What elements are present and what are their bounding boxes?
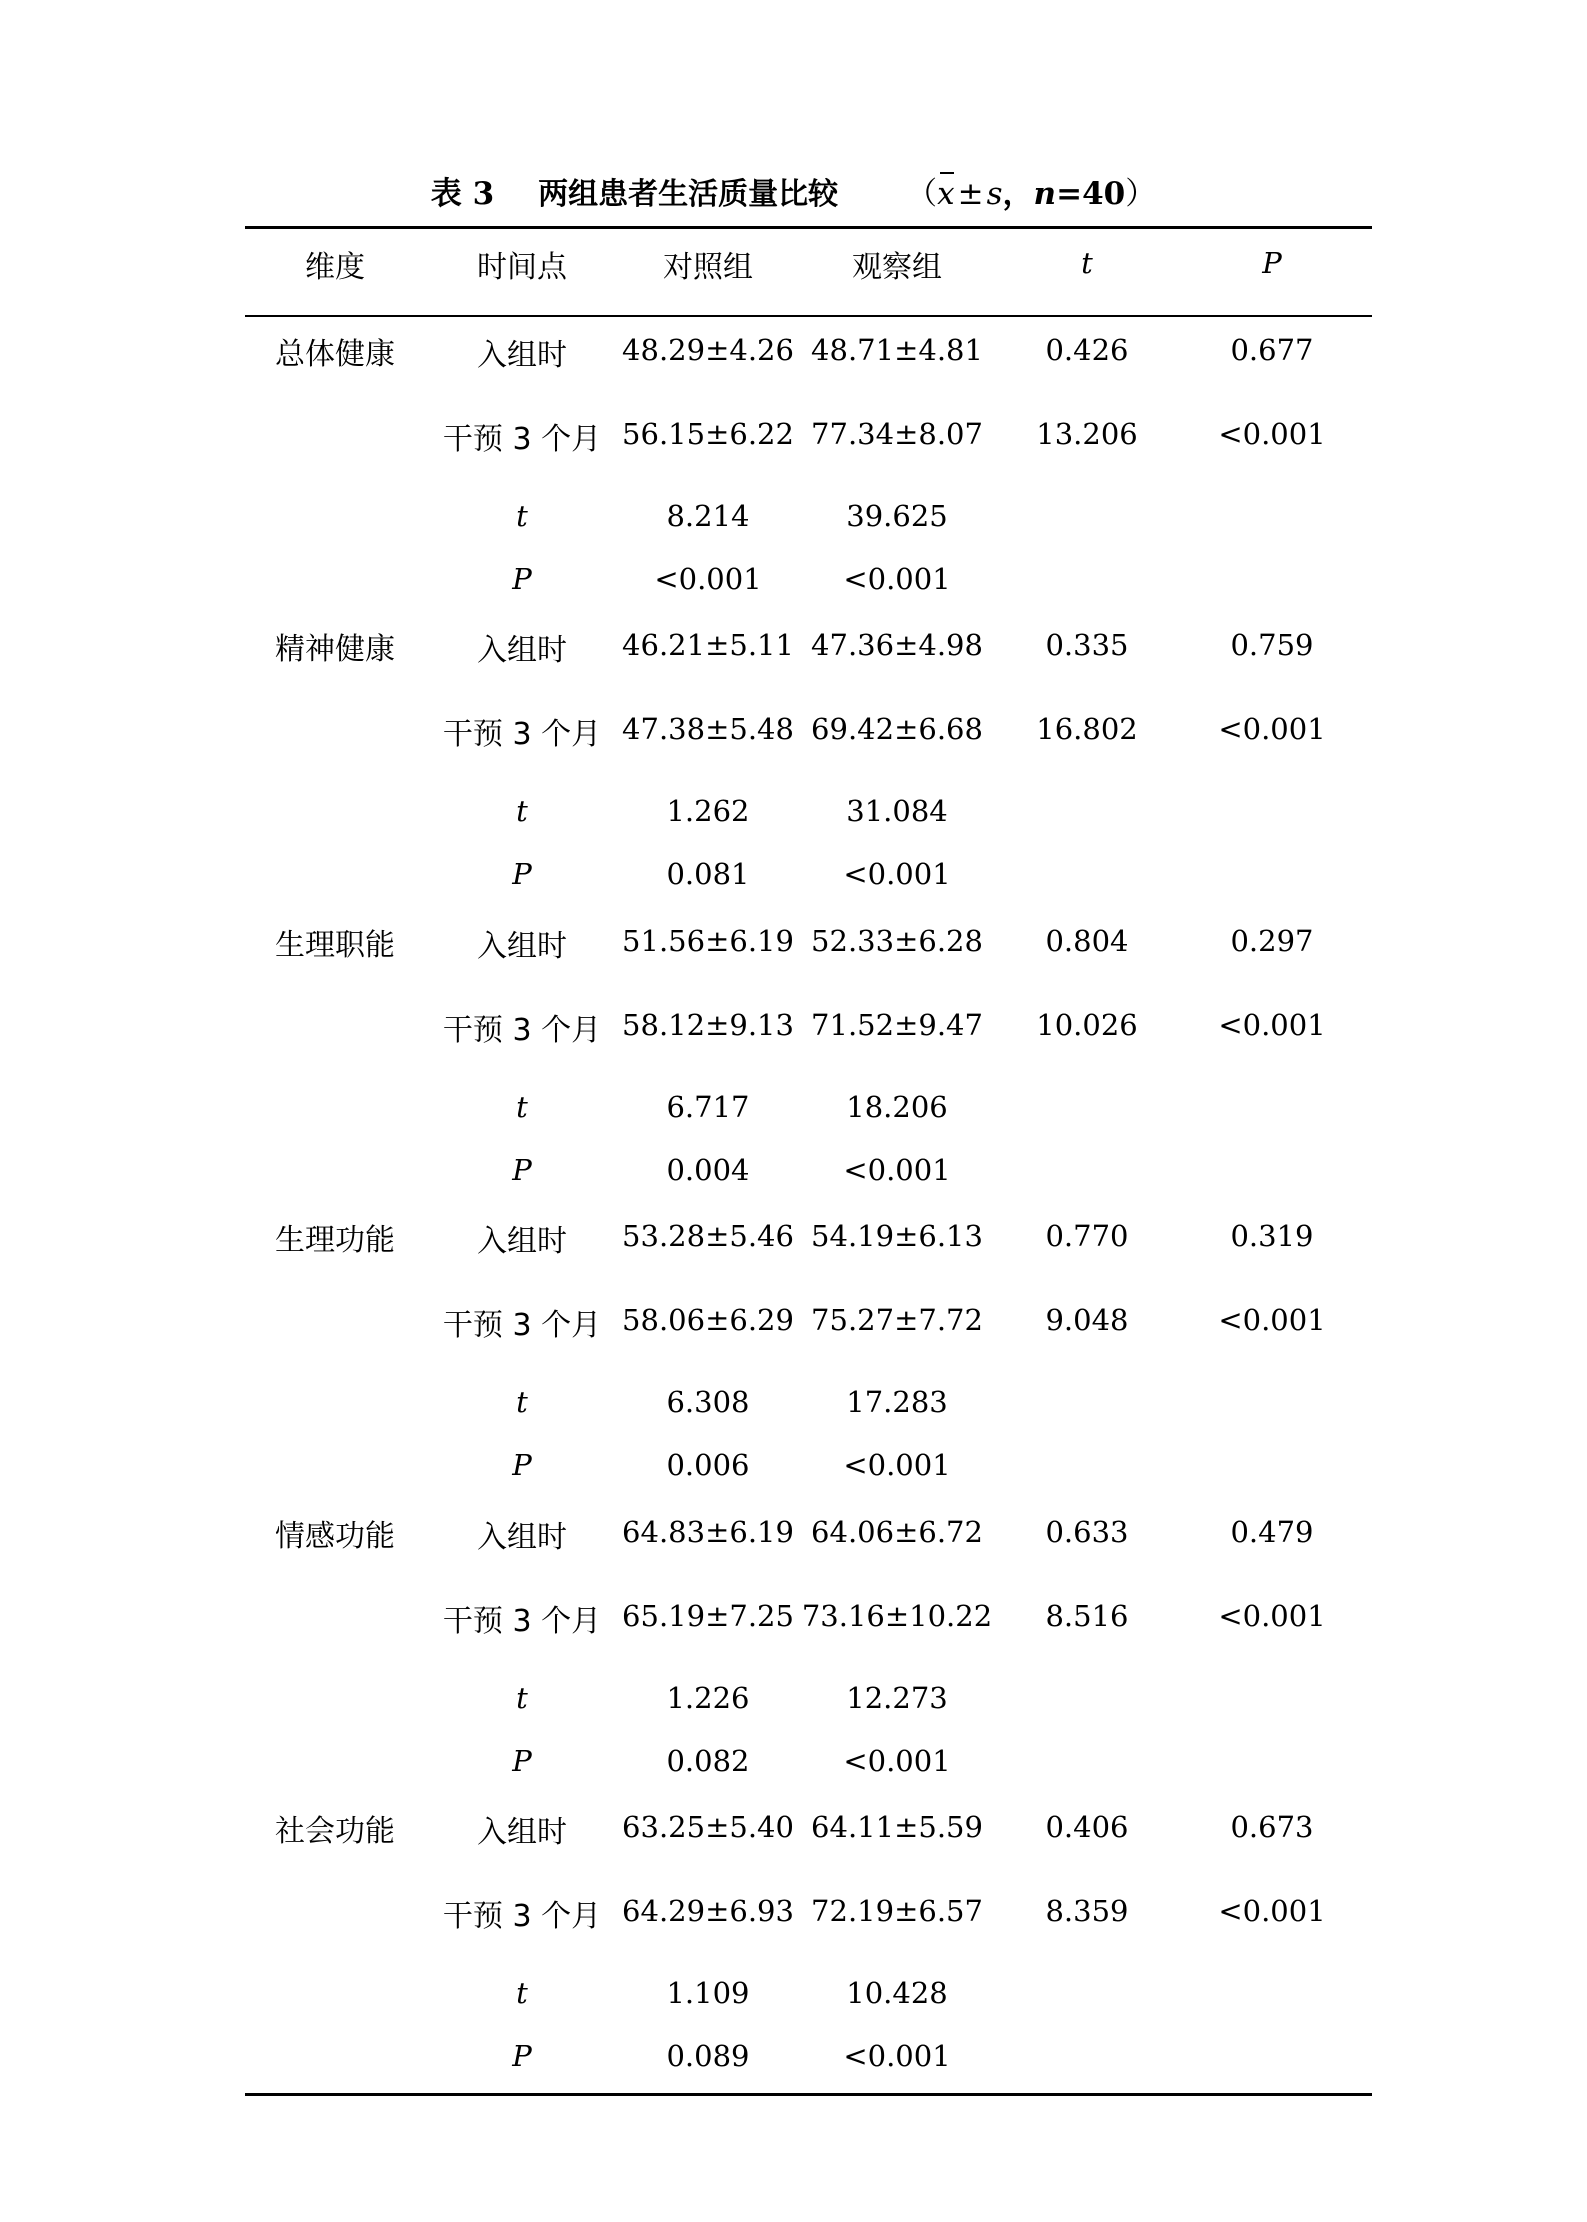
timepoint-cell: 干预 3 个月 [442,717,602,752]
observation-group-cell: 69.42±6.68 [811,712,983,746]
p-value-cell: 0.673 [1230,1810,1314,1844]
header-dimension: 维度 [305,250,365,285]
table-header-rule [245,315,1372,317]
p-value-cell: 0.297 [1230,924,1314,958]
t-value-cell: 9.048 [1045,1303,1129,1337]
control-group-cell: 0.082 [666,1744,750,1778]
control-group-cell: 0.081 [666,857,750,891]
t-value-cell: 0.804 [1045,924,1129,958]
timepoint-cell: t [516,1976,528,2010]
p-value-cell: <0.001 [1218,417,1326,451]
header-p-value: P [1262,246,1282,280]
timepoint-cell: 干预 3 个月 [442,1013,602,1048]
t-value-cell: 10.026 [1036,1008,1138,1042]
observation-group-cell: 10.428 [846,1976,948,2010]
dimension-cell: 生理职能 [275,928,395,963]
table-top-rule [245,226,1372,229]
observation-group-cell: 17.283 [846,1385,948,1419]
p-value-cell: 0.759 [1230,628,1314,662]
control-group-cell: 46.21±5.11 [622,628,794,662]
observation-group-cell: 77.34±8.07 [811,417,983,451]
observation-group-cell: 64.11±5.59 [811,1810,983,1844]
timepoint-cell: 入组时 [477,633,567,668]
timepoint-cell: t [516,1385,528,1419]
control-group-cell: 1.262 [666,794,750,828]
control-group-cell: 6.308 [666,1385,750,1419]
t-value-cell: 0.770 [1045,1219,1129,1253]
timepoint-cell: 入组时 [477,1224,567,1259]
control-group-cell: 64.29±6.93 [622,1894,794,1928]
observation-group-cell: <0.001 [843,1744,951,1778]
observation-group-cell: 71.52±9.47 [811,1008,983,1042]
t-value-cell: 8.516 [1045,1599,1129,1633]
observation-group-cell: 73.16±10.22 [801,1599,993,1633]
timepoint-cell: t [516,1681,528,1715]
timepoint-cell: P [512,2039,532,2073]
control-group-cell: 6.717 [666,1090,750,1124]
t-value-cell: 0.406 [1045,1810,1129,1844]
t-value-cell: 8.359 [1045,1894,1129,1928]
control-group-cell: 63.25±5.40 [622,1810,794,1844]
observation-group-cell: 64.06±6.72 [811,1515,983,1549]
mean-symbol: x [937,176,955,212]
observation-group-cell: 18.206 [846,1090,948,1124]
control-group-cell: 47.38±5.48 [622,712,794,746]
p-value-cell: <0.001 [1218,1008,1326,1042]
p-value-cell: <0.001 [1218,1894,1326,1928]
control-group-cell: 65.19±7.25 [622,1599,794,1633]
sample-size-symbol: n [1033,176,1057,212]
sd-symbol: s [986,176,1003,212]
header-timepoint: 时间点 [477,250,567,285]
observation-group-cell: 54.19±6.13 [811,1219,983,1253]
dimension-cell: 精神健康 [275,632,395,667]
timepoint-cell: 干预 3 个月 [442,1604,602,1639]
observation-group-cell: <0.001 [843,857,951,891]
timepoint-cell: P [512,1153,532,1187]
table-label: 表 3 [430,176,495,212]
dimension-cell: 情感功能 [275,1519,395,1554]
p-value-cell: <0.001 [1218,712,1326,746]
control-group-cell: 1.226 [666,1681,750,1715]
timepoint-cell: 干预 3 个月 [442,422,602,457]
timepoint-cell: 入组时 [477,929,567,964]
observation-group-cell: 72.19±6.57 [811,1894,983,1928]
timepoint-cell: 干预 3 个月 [442,1308,602,1343]
p-value-cell: 0.479 [1230,1515,1314,1549]
observation-group-cell: 52.33±6.28 [811,924,983,958]
timepoint-cell: t [516,1090,528,1124]
timepoint-cell: P [512,562,532,596]
table-bottom-rule [245,2093,1372,2096]
observation-group-cell: <0.001 [843,1153,951,1187]
control-group-cell: 48.29±4.26 [622,333,794,367]
timepoint-cell: 入组时 [477,1520,567,1555]
dimension-cell: 生理功能 [275,1223,395,1258]
header-control-group: 对照组 [663,250,753,285]
table-caption: 表 3 两组患者生活质量比较 （x±s，n=40） [430,176,1157,212]
sample-size-value: =40 [1056,176,1126,212]
control-group-cell: 1.109 [666,1976,750,2010]
p-value-cell: 0.319 [1230,1219,1314,1253]
control-group-cell: <0.001 [654,562,762,596]
timepoint-cell: 干预 3 个月 [442,1899,602,1934]
t-value-cell: 13.206 [1036,417,1138,451]
observation-group-cell: <0.001 [843,1448,951,1482]
control-group-cell: 53.28±5.46 [622,1219,794,1253]
observation-group-cell: <0.001 [843,2039,951,2073]
t-value-cell: 0.426 [1045,333,1129,367]
control-group-cell: 58.12±9.13 [622,1008,794,1042]
observation-group-cell: 31.084 [846,794,948,828]
p-value-cell: <0.001 [1218,1599,1326,1633]
timepoint-cell: P [512,1744,532,1778]
observation-group-cell: 47.36±4.98 [811,628,983,662]
control-group-cell: 51.56±6.19 [622,924,794,958]
header-observation-group: 观察组 [852,250,942,285]
p-value-cell: <0.001 [1218,1303,1326,1337]
dimension-cell: 社会功能 [275,1814,395,1849]
timepoint-cell: P [512,857,532,891]
control-group-cell: 64.83±6.19 [622,1515,794,1549]
table-title: 两组患者生活质量比较 [538,177,839,212]
timepoint-cell: 入组时 [477,338,567,373]
timepoint-cell: t [516,499,528,533]
observation-group-cell: <0.001 [843,562,951,596]
t-value-cell: 0.633 [1045,1515,1129,1549]
control-group-cell: 58.06±6.29 [622,1303,794,1337]
timepoint-cell: t [516,794,528,828]
t-value-cell: 16.802 [1036,712,1138,746]
timepoint-cell: P [512,1448,532,1482]
t-value-cell: 0.335 [1045,628,1129,662]
observation-group-cell: 75.27±7.72 [811,1303,983,1337]
p-value-cell: 0.677 [1230,333,1314,367]
observation-group-cell: 39.625 [846,499,948,533]
control-group-cell: 8.214 [666,499,750,533]
dimension-cell: 总体健康 [275,337,395,372]
control-group-cell: 0.089 [666,2039,750,2073]
observation-group-cell: 12.273 [846,1681,948,1715]
control-group-cell: 56.15±6.22 [622,417,794,451]
header-t-value: t [1081,246,1093,280]
observation-group-cell: 48.71±4.81 [811,333,983,367]
timepoint-cell: 入组时 [477,1815,567,1850]
control-group-cell: 0.006 [666,1448,750,1482]
control-group-cell: 0.004 [666,1153,750,1187]
